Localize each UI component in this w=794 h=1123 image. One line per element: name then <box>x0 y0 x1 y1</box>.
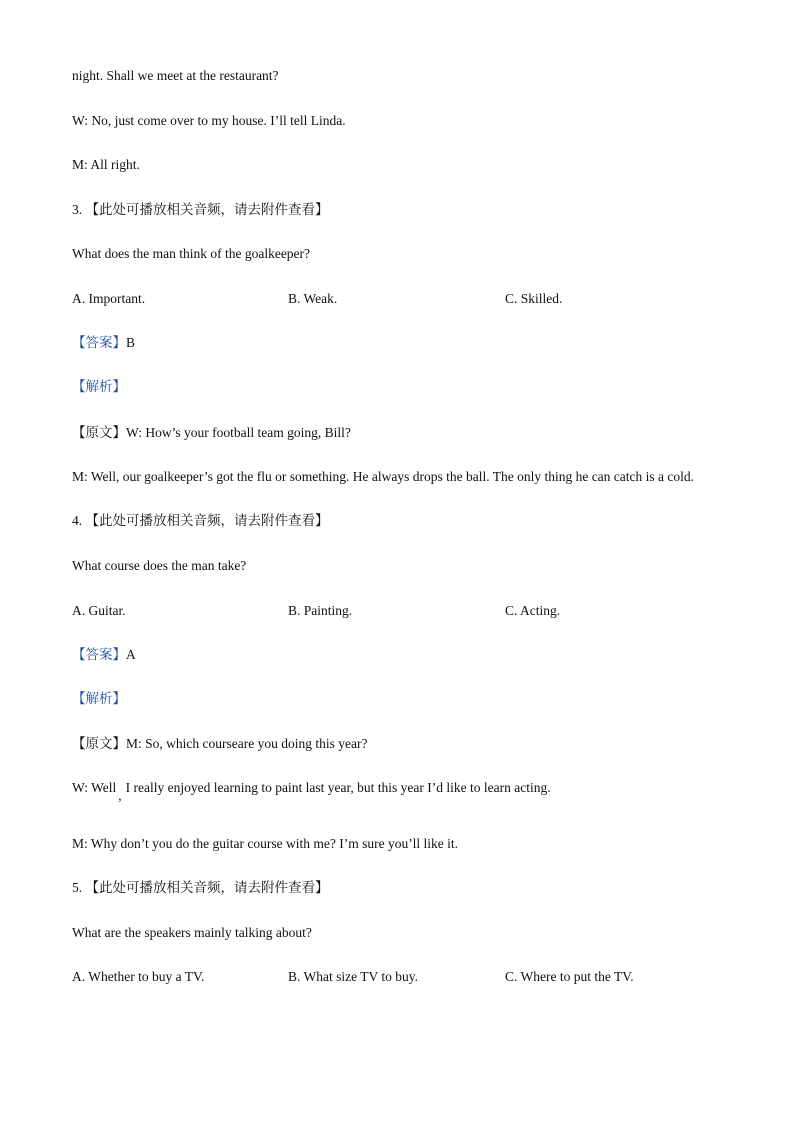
option-c: C. Where to put the TV. <box>505 969 634 984</box>
question-3-text: What does the man think of the goalkeeper? <box>72 246 311 261</box>
transcript-line <box>72 735 367 753</box>
transcript-text: M: So, which courseare you doing this year? <box>126 736 368 751</box>
original-label: 【原文】 <box>72 736 126 752</box>
answer-label: 【答案】 <box>72 647 126 663</box>
audio-note: 【此处可播放相关音频，请去附件查看】 <box>85 202 329 218</box>
transcript-line: night. Shall we meet at the restaurant? <box>72 68 279 83</box>
option-b: B. What size TV to buy. <box>288 969 418 984</box>
answer-value: B <box>126 335 136 350</box>
transcript-line: M: Why don’t you do the guitar course with me? I’m sure you’ll like it. <box>72 836 459 851</box>
option-a: A. Whether to buy a TV. <box>72 969 205 984</box>
audio-note: 【此处可播放相关音频，请去附件查看】 <box>85 513 329 529</box>
transcript-line <box>72 779 551 803</box>
answer-value: A <box>126 647 136 662</box>
option-b: B. Weak. <box>288 291 338 306</box>
answer-line <box>72 646 136 664</box>
answer-label: 【答案】 <box>72 335 126 351</box>
answer-line <box>72 334 135 352</box>
transcript-line: M: Well, our goalkeeper’s got the flu or something. He always drops the ball. The only thing he can catch is a cold. <box>72 469 695 484</box>
question-number: 5. <box>72 880 83 895</box>
question-5-text: What are the speakers mainly talking about? <box>72 925 312 940</box>
option-c: C. Acting. <box>505 603 561 618</box>
comma-mark: , <box>118 788 122 803</box>
original-label: 【原文】 <box>72 425 126 441</box>
option-c: C. Skilled. <box>505 291 563 306</box>
question-number: 4. <box>72 513 83 528</box>
analysis-label: 【解析】 <box>72 691 126 707</box>
transcript-text: W: How’s your football team going, Bill? <box>126 425 351 440</box>
question-3-header <box>72 201 329 219</box>
option-b: B. Painting. <box>288 603 353 618</box>
audio-note: 【此处可播放相关音频，请去附件查看】 <box>85 880 329 896</box>
question-4-header <box>72 512 329 530</box>
transcript-text: I really enjoyed learning to paint last year, but this year I’d like to learn acting. <box>125 780 551 795</box>
analysis-label: 【解析】 <box>72 379 126 395</box>
option-a: A. Important. <box>72 291 146 306</box>
question-5-header <box>72 879 329 897</box>
transcript-line: M: All right. <box>72 157 140 172</box>
transcript-line <box>72 424 351 442</box>
transcript-line: W: No, just come over to my house. I’ll tell Linda. <box>72 113 346 128</box>
transcript-speaker: W: Well <box>72 780 117 795</box>
question-4-text: What course does the man take? <box>72 558 247 573</box>
question-number: 3. <box>72 202 83 217</box>
option-a: A. Guitar. <box>72 603 126 618</box>
